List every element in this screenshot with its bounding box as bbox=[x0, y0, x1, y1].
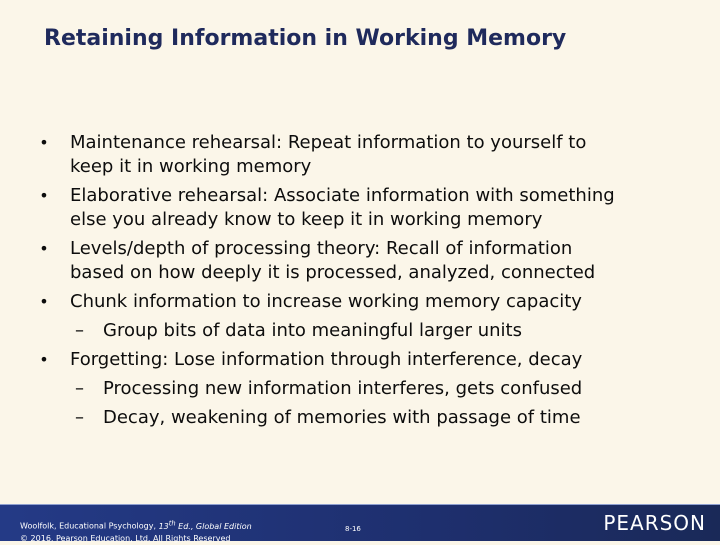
bullet-line: based on how deeply it is processed, analyzed, connected bbox=[70, 262, 596, 283]
bullet-text: Forgetting: Lose information through interference, decay bbox=[70, 349, 583, 370]
sub-bullet-marker: – bbox=[75, 407, 84, 428]
credit-edition-label: Ed., Global Edition bbox=[175, 521, 252, 531]
slide-number: 8-16 bbox=[345, 525, 361, 533]
bullet-text bbox=[70, 132, 586, 177]
sub-bullet-marker: – bbox=[75, 378, 84, 399]
bullet-line: Maintenance rehearsal: Repeat information to yourself to bbox=[70, 132, 587, 153]
bullet-line: keep it in working memory bbox=[70, 156, 312, 177]
bullet-line: Levels/depth of processing theory: Recall of information bbox=[70, 238, 573, 259]
bullet-marker: • bbox=[39, 133, 49, 152]
sub-bullet-item bbox=[70, 319, 694, 343]
sub-bullet-text: Processing new information interferes, gets confused bbox=[103, 378, 583, 399]
bullet-item bbox=[34, 348, 694, 430]
bullet-item bbox=[34, 184, 694, 232]
bullet-item bbox=[34, 290, 694, 343]
slide-title: Retaining Information in Working Memory bbox=[44, 26, 567, 51]
credit-edition-suffix: th bbox=[168, 519, 176, 527]
sub-bullet-text: Group bits of data into meaningful larger units bbox=[103, 320, 522, 341]
pearson-logo: PEARSON bbox=[603, 511, 706, 535]
credit-edition-number: 13 bbox=[158, 521, 169, 531]
bullet-list bbox=[34, 131, 694, 430]
bullet-marker: • bbox=[39, 350, 49, 369]
sub-bullet-marker: – bbox=[75, 320, 84, 341]
credit-author-title: Woolfolk, Educational Psychology, bbox=[20, 521, 159, 531]
bullet-marker: • bbox=[39, 186, 49, 205]
bullet-line: Elaborative rehearsal: Associate information with something bbox=[70, 185, 615, 206]
sub-bullet-list bbox=[70, 377, 694, 430]
bullet-text: Chunk information to increase working memory capacity bbox=[70, 291, 582, 312]
credit-line-2: © 2016, Pearson Education, Ltd. All Rights Reserved bbox=[20, 533, 231, 543]
bullet-text bbox=[70, 185, 615, 230]
sub-bullet-list bbox=[70, 319, 694, 343]
footer-bar bbox=[0, 504, 720, 541]
sub-bullet-item bbox=[70, 377, 694, 401]
bullet-line: else you already know to keep it in working memory bbox=[70, 209, 543, 230]
bullet-item bbox=[34, 131, 694, 179]
bullet-marker: • bbox=[39, 292, 49, 311]
sub-bullet-text: Decay, weakening of memories with passage of time bbox=[103, 407, 581, 428]
credit-edition bbox=[158, 519, 252, 531]
bullet-text bbox=[70, 238, 595, 283]
bullet-marker: • bbox=[39, 239, 49, 258]
bullet-item bbox=[34, 237, 694, 285]
sub-bullet-item bbox=[70, 406, 694, 430]
footer-credit bbox=[20, 517, 252, 545]
credit-line-1 bbox=[20, 519, 252, 531]
